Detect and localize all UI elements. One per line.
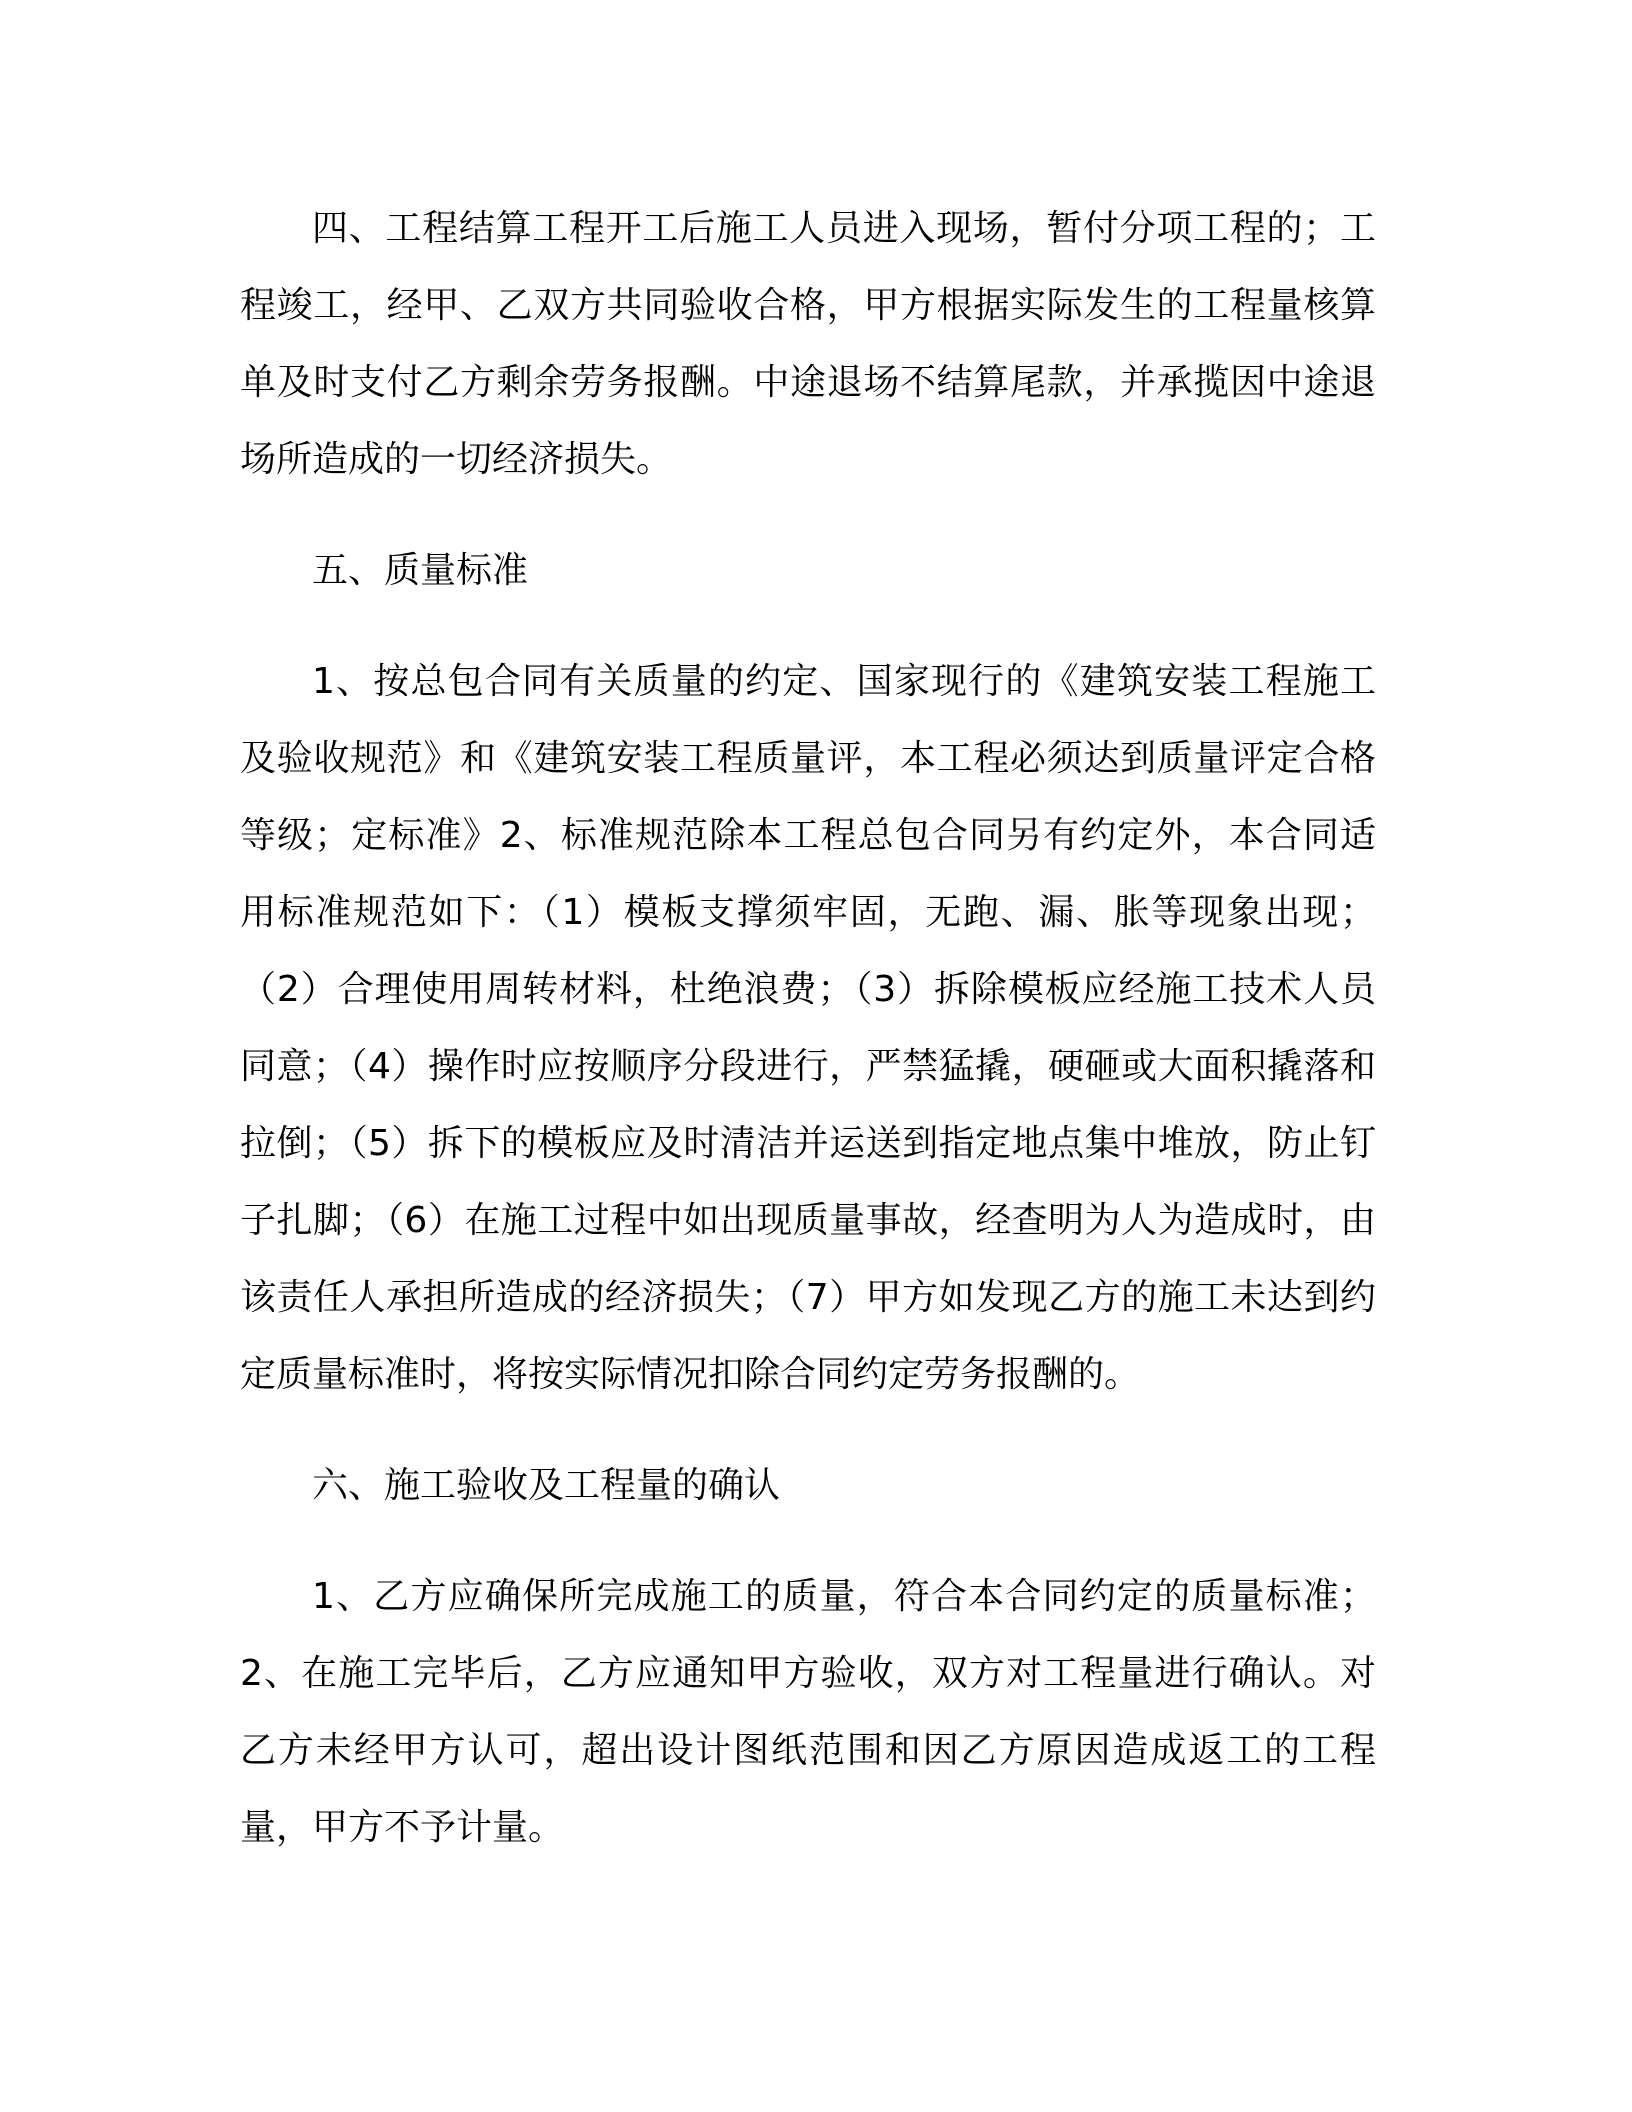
paragraph-quality-standard: 1、按总包合同有关质量的约定、国家现行的《建筑安装工程施工及验收规范》和《建筑安装工程质量评，本工程必须达到质量评定合格等级；定标准》2、标准规范除本工程总包合同另有约定外，本合同适用标准规范如下：（1）模板支撑须牢固，无跑、漏、胀等现象出现；（2）合理使用周转材料，杜绝浪费；（3）拆除模板应经施工技术人员同意；（4）操作时应按顺序分段进行，严禁猛撬，硬砸或大面积撬落和拉倒；（5）拆下的模板应及时清洁并运送到指定地点集中堆放，防止钉子扎脚；（6）在施工过程中如出现质量事故，经查明为人为造成时，由该责任人承担所造成的经济损失；（7）甲方如发现乙方的施工未达到约定质量标准时，将按实际情况扣除合同约定劳务报酬的。: [240, 661, 1376, 1395]
document-page: [240, 190, 1376, 1900]
heading-quality-standard: 五、质量标准: [312, 550, 529, 591]
heading-acceptance: 六、施工验收及工程量的确认: [312, 1465, 781, 1506]
paragraph-settlement: 四、工程结算工程开工后施工人员进入现场，暂付分项工程的；工程竣工，经甲、乙双方共同验收合格，甲方根据实际发生的工程量核算单及时支付乙方剩余劳务报酬。中途退场不结算尾款，并承揽因中途退场所造成的一切经济损失。: [240, 208, 1376, 480]
paragraph-acceptance: 1、乙方应确保所完成施工的质量，符合本合同约定的质量标准；2、在施工完毕后，乙方应通知甲方验收，双方对工程量进行确认。对乙方未经甲方认可，超出设计图纸范围和因乙方原因造成返工的工程量，甲方不予计量。: [240, 1576, 1376, 1848]
